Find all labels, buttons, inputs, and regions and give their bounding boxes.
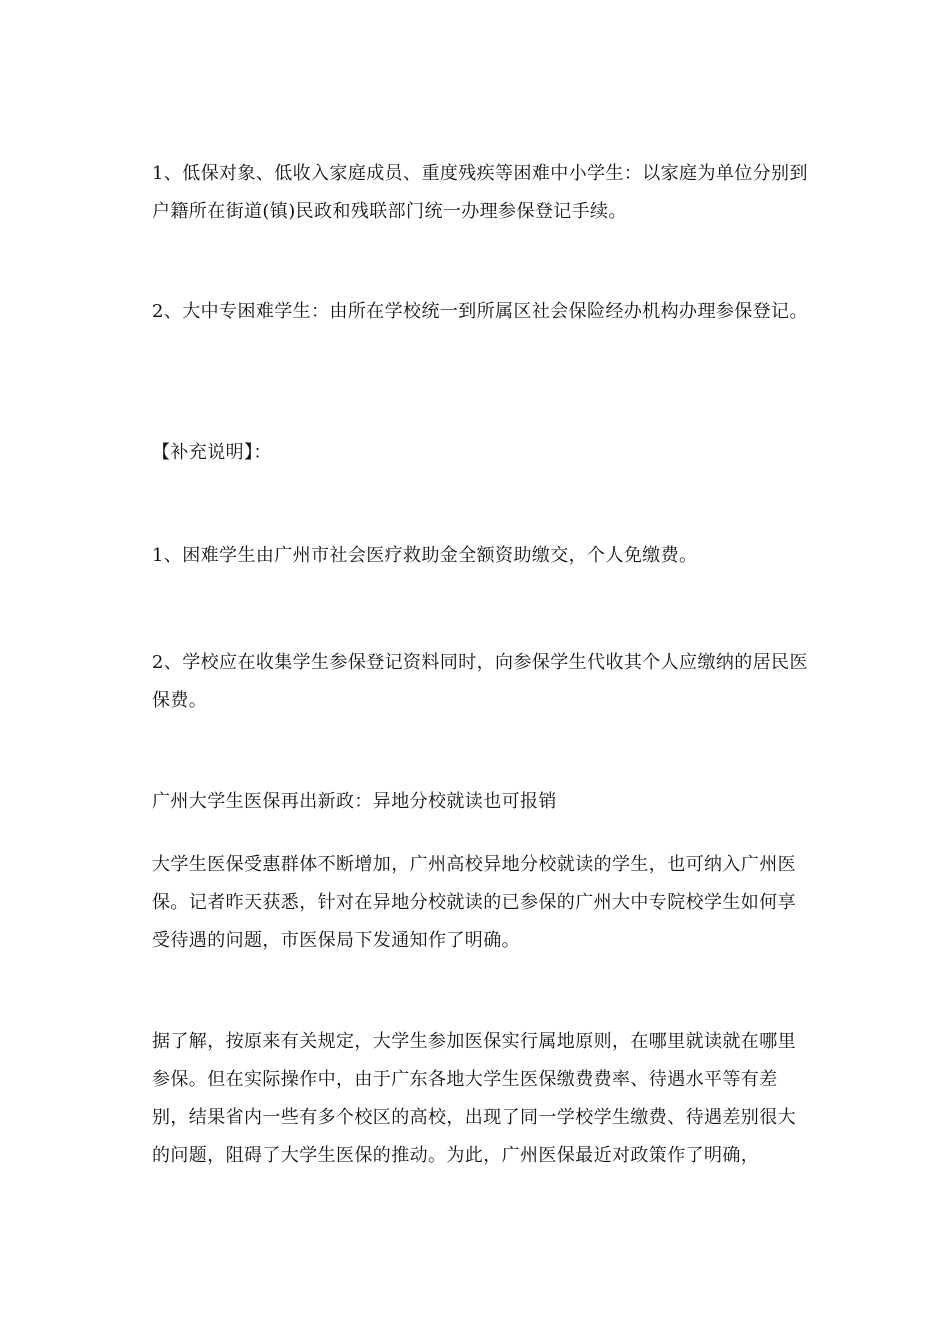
article-headline: 广州大学生医保再出新政：异地分校就读也可报销 [152, 791, 557, 812]
paragraph-supplementary-heading: 【补充说明】： [152, 442, 272, 463]
paragraph-article-background: 据了解，按原来有关规定，大学生参加医保实行属地原则，在哪里就读就在哪里参保。但在实际操作中，由于广东各地大学生医保缴费费率、待遇水平等有差别，结果省内一些有多个校区的高校，出现了同一学校学生缴费、待遇差别很大的问题，阻碍了大学生医保的推动。为此，广州医保最近对政策作了明确， [152, 1031, 796, 1166]
paragraph-article-intro: 大学生医保受惠群体不断增加，广州高校异地分校就读的学生，也可纳入广州医保。记者昨天获悉，针对在异地分校就读的已参保的广州大中专院校学生如何享受待遇的问题，市医保局下发通知作了明确。 [152, 854, 796, 951]
paragraph-enrollment-college-students: 2、大中专困难学生：由所在学校统一到所属区社会保险经办机构办理参保登记。 [152, 301, 808, 322]
paragraph-enrollment-low-income-students: 1、低保对象、低收入家庭成员、重度残疾等困难中小学生：以家庭为单位分别到户籍所在街道(镇)民政和残联部门统一办理参保登记手续。 [152, 163, 808, 222]
paragraph-supplement-item-2: 2、学校应在收集学生参保登记资料同时，向参保学生代收其个人应缴纳的居民医保费。 [152, 652, 808, 711]
paragraph-supplement-item-1: 1、困难学生由广州市社会医疗救助金全额资助缴交，个人免缴费。 [152, 545, 698, 566]
